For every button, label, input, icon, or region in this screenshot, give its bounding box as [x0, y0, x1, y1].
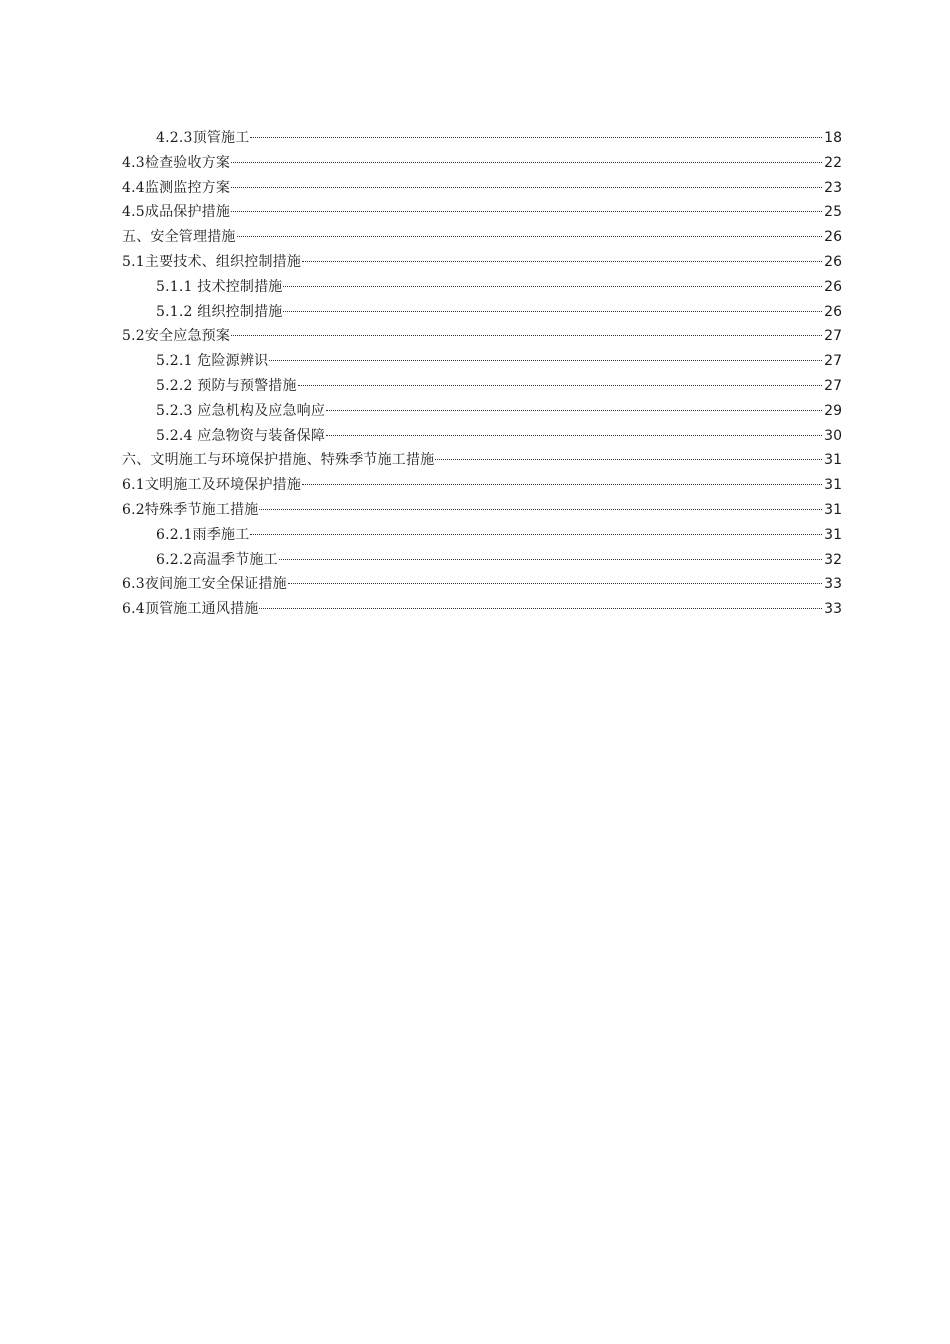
toc-entry-title: 五、安全管理措施: [122, 229, 236, 246]
toc-dot-leader: [259, 608, 822, 609]
toc-entry-page: 31: [824, 501, 842, 518]
toc-entry-title: 4.5成品保护措施: [122, 204, 231, 221]
toc-entry-title: 5.1.2 组织控制措施: [156, 303, 283, 320]
toc-entry-title: 5.1.1 技术控制措施: [156, 278, 283, 295]
toc-entry-page: 25: [824, 204, 842, 221]
toc-entry-title: 5.2.2 预防与预警措施: [156, 377, 297, 394]
toc-entry-title: 4.3检查验收方案: [122, 154, 231, 171]
toc-entry[interactable]: [122, 176, 842, 201]
toc-entry[interactable]: [122, 572, 842, 597]
toc-entry[interactable]: [122, 275, 842, 300]
toc-entry[interactable]: [122, 374, 842, 399]
toc-entry-title: 5.2.1 危险源辨识: [156, 353, 269, 370]
toc-entry-page: 33: [824, 601, 842, 618]
toc-entry[interactable]: [122, 473, 842, 498]
toc-entry-title: 6.2.2高温季节施工: [156, 551, 278, 568]
toc-entry-page: 26: [824, 278, 842, 295]
toc-dot-leader: [231, 211, 822, 212]
toc-entry[interactable]: [122, 324, 842, 349]
table-of-contents: [122, 126, 842, 622]
toc-entry[interactable]: [122, 448, 842, 473]
toc-dot-leader: [283, 311, 822, 312]
toc-dot-leader: [231, 335, 822, 336]
toc-entry[interactable]: [122, 349, 842, 374]
toc-entry-page: 27: [824, 377, 842, 394]
toc-dot-leader: [326, 435, 822, 436]
toc-entry-page: 26: [824, 303, 842, 320]
toc-dot-leader: [231, 187, 822, 188]
toc-entry-title: 5.2.3 应急机构及应急响应: [156, 402, 326, 419]
toc-dot-leader: [231, 162, 822, 163]
toc-entry[interactable]: [122, 225, 842, 250]
toc-entry[interactable]: [122, 200, 842, 225]
toc-entry-page: 23: [824, 179, 842, 196]
toc-dot-leader: [326, 410, 822, 411]
toc-dot-leader: [302, 484, 822, 485]
toc-entry-title: 六、文明施工与环境保护措施、特殊季节施工措施: [122, 452, 435, 469]
toc-entry[interactable]: [122, 126, 842, 151]
toc-entry-page: 30: [824, 427, 842, 444]
toc-dot-leader: [237, 236, 823, 237]
toc-entry[interactable]: [122, 151, 842, 176]
toc-entry[interactable]: [122, 424, 842, 449]
toc-dot-leader: [435, 459, 822, 460]
toc-entry-title: 4.2.3顶管施工: [156, 130, 250, 146]
toc-entry-title: 6.2.1雨季施工: [156, 526, 250, 543]
toc-entry-page: 31: [824, 477, 842, 494]
toc-entry-page: 31: [824, 526, 842, 543]
toc-dot-leader: [250, 534, 822, 535]
toc-entry-title: 5.2安全应急预案: [122, 328, 231, 345]
toc-entry-page: 32: [824, 551, 842, 568]
toc-entry-page: 26: [824, 253, 842, 270]
toc-entry[interactable]: [122, 548, 842, 573]
toc-entry-page: 26: [824, 229, 842, 246]
toc-entry[interactable]: [122, 523, 842, 548]
toc-entry[interactable]: [122, 250, 842, 275]
toc-entry-title: 5.2.4 应急物资与装备保障: [156, 427, 326, 444]
toc-entry-title: 6.1文明施工及环境保护措施: [122, 477, 302, 494]
toc-dot-leader: [302, 261, 822, 262]
toc-entry-page: 33: [824, 576, 842, 593]
toc-entry[interactable]: [122, 399, 842, 424]
toc-dot-leader: [298, 385, 823, 386]
toc-entry-title: 6.4顶管施工通风措施: [122, 601, 259, 618]
toc-dot-leader: [250, 137, 822, 138]
toc-entry-page: 27: [824, 353, 842, 370]
toc-dot-leader: [288, 583, 822, 584]
toc-entry-page: 22: [824, 154, 842, 171]
toc-entry-title: 6.2特殊季节施工措施: [122, 501, 259, 518]
toc-entry[interactable]: [122, 498, 842, 523]
toc-entry-page: 18: [824, 130, 842, 146]
toc-entry-page: 27: [824, 328, 842, 345]
toc-entry[interactable]: [122, 300, 842, 325]
toc-entry-page: 29: [824, 402, 842, 419]
toc-dot-leader: [283, 286, 822, 287]
toc-entry-title: 4.4监测监控方案: [122, 179, 231, 196]
toc-entry-title: 6.3夜间施工安全保证措施: [122, 576, 287, 593]
toc-dot-leader: [259, 509, 822, 510]
toc-dot-leader: [269, 360, 822, 361]
toc-dot-leader: [279, 559, 822, 560]
toc-entry-page: 31: [824, 452, 842, 469]
toc-entry-title: 5.1主要技术、组织控制措施: [122, 253, 302, 270]
toc-entry[interactable]: [122, 597, 842, 622]
